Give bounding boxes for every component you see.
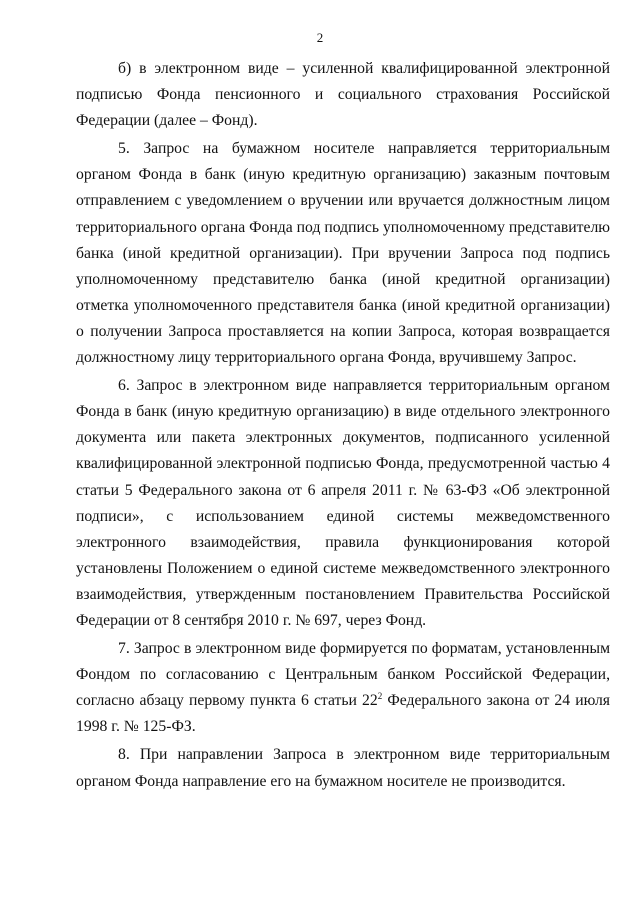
paragraph-b: б) в электронном виде – усиленной квалифицированной электронной подписью Фонда пенсионного и социального страхования Российской Федерации (далее – Фонд). bbox=[76, 60, 610, 130]
document-body bbox=[76, 56, 610, 795]
paragraph-5: 5. Запрос на бумажном носителе направляется территориальным органом Фонда в банк (иную кредитную организацию) заказным почтовым отправлением с уведомлением о вручении или вручается должностным лицом территориального органа Фонда под подпись уполномоченному представителю банка (иной кредитной организации). При вручении Запроса под подпись уполномоченному представителю банка (иной кредитной организации) отметка уполномоченного представителя банка (иной кредитной организации) о получении Запроса проставляется на копии Запроса, которая возвращается должностному лицу территориального органа Фонда, вручившему Запрос. bbox=[76, 140, 610, 367]
paragraph-8: 8. При направлении Запроса в электронном виде территориальным органом Фонда направление его на бумажном носителе не производится. bbox=[76, 746, 610, 790]
page-number: 2 bbox=[316, 30, 324, 45]
paragraph-7-text-before-superscript: 7. Запрос в электронном виде формируется по форматам, установленным Фондом по согласованию с Центральным банком Российской Федерации, согласно абзацу первому пункта 6 статьи 22 bbox=[76, 640, 610, 710]
paragraph-6: 6. Запрос в электронном виде направляется территориальным органом Фонда в банк (иную кредитную организацию) в виде отдельного электронного документа или пакета электронных документов, подписанного усиленной квалифицированной электронной подписью Фонда, предусмотренной частью 4 статьи 5 Федерального закона от 6 апреля 2011 г. № 63-ФЗ «Об электронной подписи», с использованием единой системы межведомственного электронного взаимодействия, правила функционирования которой установлены Положением о единой системе межведомственного электронного взаимодействия, утвержденным постановлением Правительства Российской Федерации от 8 сентября 2010 г. № 697, через Фонд. bbox=[76, 377, 610, 629]
paragraph-7-text-after-superscript: Федерального закона от 24 июля 1998 г. № 125-ФЗ. bbox=[76, 692, 610, 736]
paragraph-7 bbox=[76, 636, 610, 740]
article-superscript: 2 bbox=[377, 691, 383, 702]
